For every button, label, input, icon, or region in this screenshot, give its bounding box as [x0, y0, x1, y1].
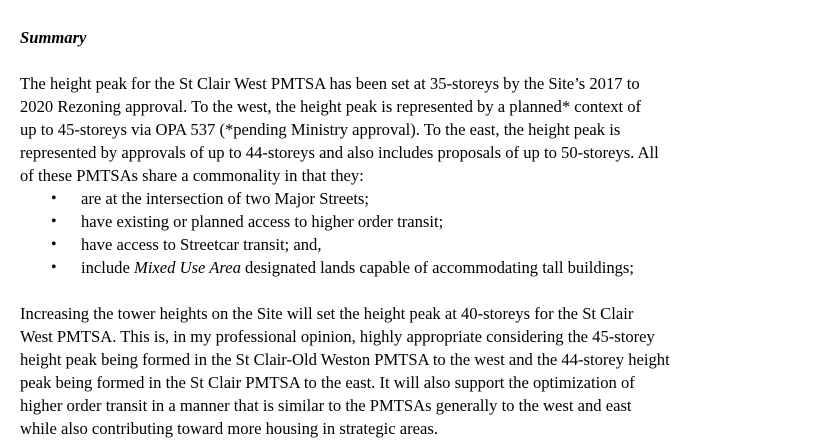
paragraph-conclusion: Increasing the tower heights on the Site will set the height peak at 40-storeys for the St Clair West PMTSA. This is, in my professional opinion, highly appropriate considering the 45-storey height peak being formed in the St Clair-Old Weston PMTSA to the west and the 44-storey height peak being formed in the St Clair PMTSA to the east. It will also support the optimization of higher order transit in a manner that is similar to the PMTSAs generally to the west and east while also contributing toward more housing in strategic areas.: [20, 304, 670, 438]
list-item-text-prefix: include: [81, 258, 134, 277]
bullet-icon: •: [51, 213, 57, 230]
document-body: [20, 26, 820, 440]
list-item: [20, 187, 820, 210]
bullet-icon: •: [51, 236, 57, 253]
list-item-text: have existing or planned access to higher order transit;: [81, 212, 444, 231]
list-item-text: have access to Streetcar transit; and,: [81, 235, 322, 254]
section-heading: Summary: [20, 28, 87, 47]
bullet-list: [20, 187, 820, 279]
paragraph-intro: The height peak for the St Clair West PMTSA has been set at 35-storeys by the Site’s 2017 to 2020 Rezoning approval. To the west, the height peak is represented by a planned* context of up to 45-storeys via OPA 537 (*pending Ministry approval). To the east, the height peak is represented by approvals of up to 44-storeys and also includes proposals of up to 50-storeys. All of these PMTSAs share a commonality in that they:: [20, 74, 659, 185]
list-item: [20, 233, 820, 256]
list-item: [20, 256, 820, 279]
bullet-icon: •: [51, 190, 57, 207]
list-item-text-suffix: designated lands capable of accommodating tall buildings;: [240, 258, 634, 277]
list-item: [20, 210, 820, 233]
bullet-icon: •: [51, 259, 57, 276]
list-item-text-italic: Mixed Use Area: [134, 258, 241, 277]
list-item-text: are at the intersection of two Major Streets;: [81, 189, 369, 208]
